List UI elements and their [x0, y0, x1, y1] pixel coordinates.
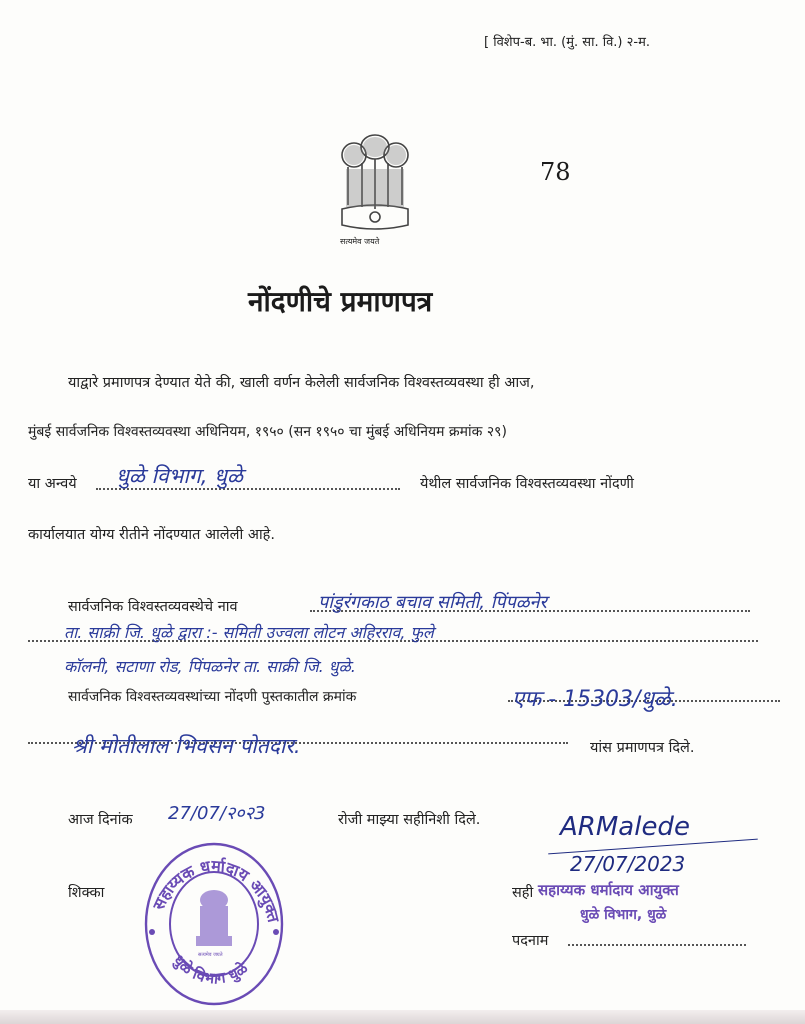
body-line-3-suffix: येथील सार्वजनिक विश्वस्तव्यवस्था नोंदणी	[420, 476, 634, 492]
form-reference: [ विशेप-ब. भा. (मुं. सा. वि.) २-म.	[484, 35, 650, 50]
recipient-suffix: यांस प्रमाणपत्र दिले.	[590, 740, 695, 756]
body-line-4: कार्यालयात योग्य रीतीने नोंदण्यात आलेली आहे.	[28, 527, 275, 543]
signature-label: सही	[512, 885, 534, 901]
body-line-2: मुंबई सार्वजनिक विश्वस्तव्यवस्था अधिनियम, १९५० (सन १९५० चा मुंबई अधिनियम क्रमांक २९)	[28, 424, 507, 440]
serial-number: 78	[540, 158, 571, 186]
designation-stamp-line-2: धुळे विभाग, धुळे	[580, 907, 667, 923]
designation-fill-line	[568, 944, 746, 946]
round-office-seal	[138, 828, 288, 1010]
trust-name-handwritten-2: ता. साक्री जि. धुळे द्वारा :- समिती उज्वला लोटन अहिरराव, फुले	[64, 623, 434, 642]
date-handwritten: 27/07/२०२3	[168, 803, 266, 824]
office-handwritten: धुळे विभाग, धुळे	[116, 464, 243, 488]
designation-label: पदनाम	[512, 933, 549, 949]
date-prefix: आज दिनांक	[68, 812, 133, 828]
date-suffix: रोजी माझ्या सहीनिशी दिले.	[338, 812, 481, 828]
trust-name-handwritten-3: कॉलनी, सटाणा रोड, पिंपळनेर ता. साक्री जि. धुळे.	[64, 657, 356, 676]
national-emblem	[334, 125, 416, 250]
registration-label: सार्वजनिक विश्वस्तव्यवस्थांच्या नोंदणी पुस्तकातील क्रमांक	[68, 689, 357, 705]
body-line-3-prefix: या अन्वये	[28, 476, 77, 492]
lion-capital-icon	[334, 125, 416, 250]
round-seal-bottom-text: धुळे विभाग धुळे	[169, 951, 252, 988]
page-bottom-edge	[0, 1010, 805, 1024]
registration-handwritten: एफ - 15303/धुळे.	[512, 687, 678, 712]
designation-stamp-line-1: सहाय्यक धर्मादाय आयुक्त	[538, 881, 679, 899]
signature-date-handwritten: 27/07/2023	[570, 852, 686, 876]
round-seal-motto: सत्यमेव जयते	[198, 952, 223, 958]
recipient-handwritten: श्री मोतीलाल भिवसन पोतदार.	[72, 734, 301, 758]
round-seal-top-text: सहाय्यक धर्मादाय आयुक्त	[148, 856, 284, 925]
page-title: नोंदणीचे प्रमाणपत्र	[248, 285, 433, 318]
trust-name-handwritten-1: पांडुरंगकाठ बचाव समिती, पिंपळनेर	[318, 592, 547, 613]
emblem-motto: सत्यमेव जयते	[340, 237, 380, 246]
body-line-1: याद्वारे प्रमाणपत्र देण्यात येते की, खाली वर्णन केलेली सार्वजनिक विश्वस्तव्यवस्था ही आज,	[68, 375, 535, 391]
signature-handwritten: ARMalede	[560, 812, 690, 842]
round-seal-icon	[138, 828, 288, 1010]
seal-label: शिक्का	[68, 885, 105, 901]
trust-name-label: सार्वजनिक विश्वस्तव्यवस्थेचे नाव	[68, 599, 238, 615]
